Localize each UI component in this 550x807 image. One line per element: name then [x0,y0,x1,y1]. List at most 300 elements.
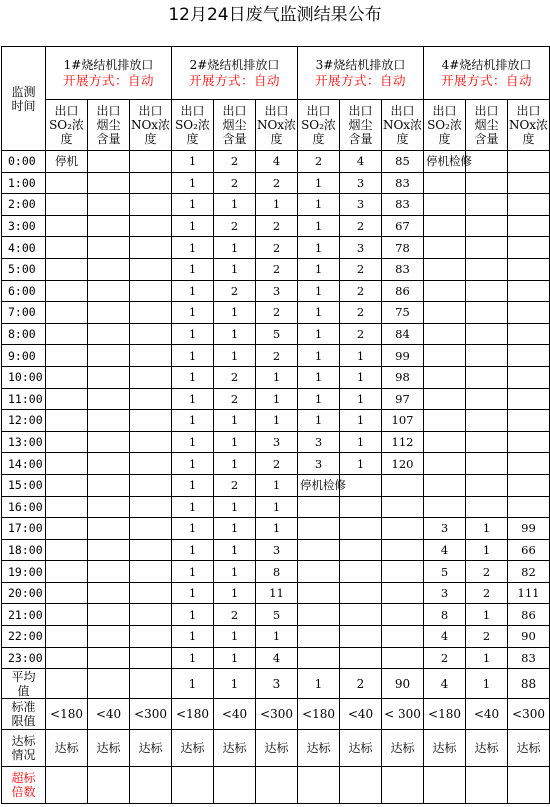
value-cell: 停机 [46,151,88,173]
table-row [2,280,550,302]
value-cell: 2 [256,258,298,280]
table-row [2,626,550,648]
value-cell: 1 [298,388,340,410]
value-cell: 1 [256,194,298,216]
time-cell: 4:00 [2,237,46,259]
value-cell: 86 [508,604,550,626]
row-label: 标准 限值 [2,699,46,730]
value-cell: 2 [340,215,382,237]
value-cell [340,561,382,583]
value-cell [424,215,466,237]
value-cell [46,518,88,540]
column-header: 出口 烟尘 含量 [340,100,382,151]
page-title: 12月24日废气监测结果公布 [168,5,382,25]
value-cell: 2 [466,561,508,583]
site-header-3: 3#烧结机排放口 开展方式：自动 [298,47,424,100]
value-cell [508,410,550,432]
value-cell [508,151,550,173]
value-cell [46,496,88,518]
time-cell: 20:00 [2,582,46,604]
value-cell: 1 [214,453,256,475]
value-cell [508,431,550,453]
time-cell: 22:00 [2,626,46,648]
value-cell [466,431,508,453]
limit-cell: <180 [172,699,214,730]
value-cell: 2 [340,302,382,324]
value-cell: 4 [256,151,298,173]
compliance-cell: 达标 [508,730,550,767]
value-cell [340,626,382,648]
average-cell [88,669,130,699]
value-cell [508,237,550,259]
value-cell [466,237,508,259]
value-cell: 66 [508,539,550,561]
value-cell: 8 [256,561,298,583]
value-cell: 98 [382,366,424,388]
value-cell [466,366,508,388]
value-cell: 1 [340,410,382,432]
value-cell [508,345,550,367]
value-cell: 5 [424,561,466,583]
value-cell [340,539,382,561]
value-cell: 3 [340,237,382,259]
value-cell: 1 [172,194,214,216]
value-cell: 1 [298,323,340,345]
value-cell [88,647,130,669]
value-cell: 2 [340,258,382,280]
value-cell [508,496,550,518]
value-cell [508,366,550,388]
value-cell: 67 [382,215,424,237]
value-cell [46,280,88,302]
value-cell [466,280,508,302]
compliance-cell: 达标 [46,730,88,767]
time-cell: 14:00 [2,453,46,475]
value-cell [466,172,508,194]
status-note: 停机检修 [298,474,340,496]
column-header: 出口 SO₂浓 度 [424,100,466,151]
table-row [2,539,550,561]
value-cell [466,323,508,345]
limit-cell: <180 [298,699,340,730]
limit-cell: <300 [130,699,172,730]
value-cell [466,345,508,367]
value-cell [88,345,130,367]
limit-cell: <180 [424,699,466,730]
value-cell [46,194,88,216]
limit-cell: <300 [256,699,298,730]
value-cell [466,258,508,280]
column-header: 出口 NOx浓 度 [256,100,298,151]
value-cell [88,302,130,324]
value-cell: 1 [214,582,256,604]
time-header: 监测 时间 [2,47,46,151]
value-cell: 1 [298,258,340,280]
compliance-cell: 达标 [424,730,466,767]
value-cell [424,172,466,194]
value-cell: 1 [172,431,214,453]
value-cell: 11 [256,582,298,604]
value-cell [130,647,172,669]
value-cell: 99 [508,518,550,540]
table-row [2,388,550,410]
time-cell: 8:00 [2,323,46,345]
column-header: 出口 SO₂浓 度 [298,100,340,151]
average-cell: 1 [172,669,214,699]
value-cell [382,474,424,496]
value-cell [508,474,550,496]
value-cell: 2 [214,151,256,173]
value-cell: 2 [214,474,256,496]
value-cell [130,258,172,280]
value-cell: 2 [298,151,340,173]
limit-cell: <40 [466,699,508,730]
value-cell [466,474,508,496]
value-cell: 1 [172,280,214,302]
value-cell: 78 [382,237,424,259]
value-cell [508,172,550,194]
compliance-cell: 达标 [298,730,340,767]
value-cell [424,453,466,475]
table-row [2,410,550,432]
exceed-cell [424,767,466,804]
time-cell: 13:00 [2,431,46,453]
compliance-cell: 达标 [340,730,382,767]
time-cell: 10:00 [2,366,46,388]
value-cell: 1 [172,366,214,388]
table-row [2,496,550,518]
table-row [2,323,550,345]
compliance-cell: 达标 [382,730,424,767]
value-cell [46,345,88,367]
compliance-cell: 达标 [88,730,130,767]
value-cell [466,215,508,237]
value-cell: 82 [508,561,550,583]
value-cell: 1 [256,518,298,540]
value-cell [424,496,466,518]
value-cell [298,582,340,604]
table-row [2,366,550,388]
column-header: 出口 烟尘 含量 [466,100,508,151]
value-cell: 1 [256,366,298,388]
value-cell: 1 [214,496,256,518]
site-header-1: 1#烧结机排放口 开展方式：自动 [46,47,172,100]
value-cell: 1 [340,345,382,367]
table-row [2,582,550,604]
value-cell: 1 [172,561,214,583]
value-cell [46,410,88,432]
value-cell: 1 [172,453,214,475]
column-header-row [2,100,550,151]
row-label: 超标 倍数 [2,767,46,804]
value-cell: 1 [298,345,340,367]
value-cell: 1 [172,215,214,237]
time-cell: 11:00 [2,388,46,410]
value-cell: 1 [172,302,214,324]
value-cell: 1 [172,518,214,540]
value-cell: 2 [214,280,256,302]
value-cell: 2 [466,626,508,648]
value-cell: 1 [172,604,214,626]
value-cell: 85 [382,151,424,173]
value-cell: 83 [382,194,424,216]
value-cell [130,215,172,237]
column-header: 出口 NOx浓 度 [508,100,550,151]
value-cell: 90 [508,626,550,648]
value-cell [130,280,172,302]
limit-cell: <40 [214,699,256,730]
value-cell: 120 [382,453,424,475]
value-cell: 1 [466,518,508,540]
time-cell: 19:00 [2,561,46,583]
value-cell: 3 [340,172,382,194]
value-cell: 75 [382,302,424,324]
value-cell: 2 [340,280,382,302]
value-cell [382,539,424,561]
exceed-row [2,767,550,804]
value-cell [382,518,424,540]
table-row [2,172,550,194]
value-cell [298,647,340,669]
value-cell [298,561,340,583]
value-cell [46,302,88,324]
value-cell: 2 [214,388,256,410]
value-cell: 2 [256,172,298,194]
value-cell: 1 [298,215,340,237]
value-cell: 1 [214,518,256,540]
value-cell [382,496,424,518]
value-cell [424,431,466,453]
value-cell [46,539,88,561]
value-cell [46,431,88,453]
site-header-row [2,47,550,100]
column-header: 出口 烟尘 含量 [214,100,256,151]
limit-cell: <180 [46,699,88,730]
value-cell: 2 [214,604,256,626]
value-cell: 111 [508,582,550,604]
value-cell [466,496,508,518]
value-cell: 1 [466,647,508,669]
table-row [2,518,550,540]
table-row [2,237,550,259]
value-cell: 2 [214,366,256,388]
value-cell: 2 [256,453,298,475]
value-cell [130,302,172,324]
value-cell [88,539,130,561]
compliance-cell: 达标 [172,730,214,767]
value-cell: 1 [214,626,256,648]
value-cell: 2 [256,345,298,367]
value-cell [88,388,130,410]
value-cell: 1 [214,647,256,669]
table-row [2,647,550,669]
row-label: 达标 情况 [2,730,46,767]
value-cell [466,194,508,216]
value-cell: 4 [340,151,382,173]
value-cell: 1 [340,431,382,453]
table-row [2,474,550,496]
value-cell [130,453,172,475]
time-cell: 2:00 [2,194,46,216]
average-row [2,669,550,699]
value-cell [424,388,466,410]
value-cell [130,604,172,626]
table-row [2,604,550,626]
limit-cell: < 300 [382,699,424,730]
value-cell: 1 [214,302,256,324]
value-cell [46,561,88,583]
value-cell [88,237,130,259]
time-cell: 15:00 [2,474,46,496]
value-cell [298,626,340,648]
exceed-cell [130,767,172,804]
value-cell [88,215,130,237]
value-cell [88,453,130,475]
average-cell: 90 [382,669,424,699]
exceed-cell [214,767,256,804]
compliance-row [2,730,550,767]
time-cell: 17:00 [2,518,46,540]
value-cell [382,582,424,604]
average-cell [130,669,172,699]
value-cell: 1 [298,366,340,388]
exceed-cell [508,767,550,804]
average-cell: 4 [424,669,466,699]
time-cell: 1:00 [2,172,46,194]
value-cell: 1 [214,561,256,583]
exceed-cell [382,767,424,804]
value-cell: 1 [466,539,508,561]
value-cell [508,280,550,302]
value-cell [508,215,550,237]
value-cell: 1 [298,237,340,259]
value-cell [508,258,550,280]
value-cell: 83 [382,258,424,280]
average-cell: 3 [256,669,298,699]
value-cell [298,604,340,626]
value-cell [382,604,424,626]
time-cell: 7:00 [2,302,46,324]
average-cell: 1 [214,669,256,699]
value-cell: 1 [340,388,382,410]
value-cell [130,323,172,345]
exceed-cell [46,767,88,804]
value-cell [340,647,382,669]
monitoring-table [1,46,550,804]
value-cell: 86 [382,280,424,302]
value-cell: 107 [382,410,424,432]
value-cell: 97 [382,388,424,410]
table-row [2,345,550,367]
value-cell [88,258,130,280]
value-cell [88,366,130,388]
value-cell [88,194,130,216]
value-cell [298,496,340,518]
time-cell: 6:00 [2,280,46,302]
value-cell [88,323,130,345]
value-cell: 2 [340,323,382,345]
value-cell: 1 [172,474,214,496]
value-cell [130,172,172,194]
value-cell [382,561,424,583]
value-cell: 1 [172,388,214,410]
value-cell [508,388,550,410]
value-cell [466,388,508,410]
table-row [2,194,550,216]
value-cell [340,518,382,540]
compliance-cell: 达标 [256,730,298,767]
value-cell [130,626,172,648]
value-cell [508,453,550,475]
value-cell: 3 [340,194,382,216]
value-cell: 1 [256,474,298,496]
value-cell [340,604,382,626]
exceed-cell [298,767,340,804]
value-cell: 1 [172,151,214,173]
time-cell: 16:00 [2,496,46,518]
value-cell [466,453,508,475]
site-header-2: 2#烧结机排放口 开展方式：自动 [172,47,298,100]
value-cell [130,194,172,216]
value-cell: 3 [256,280,298,302]
value-cell [424,366,466,388]
value-cell [46,388,88,410]
table-row [2,453,550,475]
value-cell [46,582,88,604]
value-cell [88,172,130,194]
value-cell: 1 [340,453,382,475]
value-cell [130,582,172,604]
value-cell [424,410,466,432]
average-cell: 1 [466,669,508,699]
value-cell [88,604,130,626]
value-cell [298,518,340,540]
value-cell: 1 [340,366,382,388]
value-cell: 1 [172,172,214,194]
value-cell [340,582,382,604]
compliance-cell: 达标 [214,730,256,767]
value-cell: 3 [424,582,466,604]
value-cell [466,410,508,432]
value-cell: 83 [382,172,424,194]
value-cell: 1 [298,194,340,216]
value-cell [88,410,130,432]
value-cell [424,474,466,496]
value-cell: 1 [466,604,508,626]
table-row [2,431,550,453]
value-cell: 1 [256,496,298,518]
value-cell [88,626,130,648]
average-cell: 88 [508,669,550,699]
value-cell [424,258,466,280]
value-cell [508,302,550,324]
value-cell [130,151,172,173]
value-cell: 3 [256,431,298,453]
table-row [2,561,550,583]
value-cell: 1 [214,258,256,280]
value-cell: 8 [424,604,466,626]
value-cell [130,561,172,583]
row-label: 平均 值 [2,669,46,699]
value-cell: 2 [214,172,256,194]
time-cell: 12:00 [2,410,46,432]
time-cell: 3:00 [2,215,46,237]
status-note: 停机检修 [424,151,466,173]
value-cell [88,431,130,453]
value-cell: 112 [382,431,424,453]
value-cell: 1 [214,345,256,367]
value-cell: 1 [256,388,298,410]
